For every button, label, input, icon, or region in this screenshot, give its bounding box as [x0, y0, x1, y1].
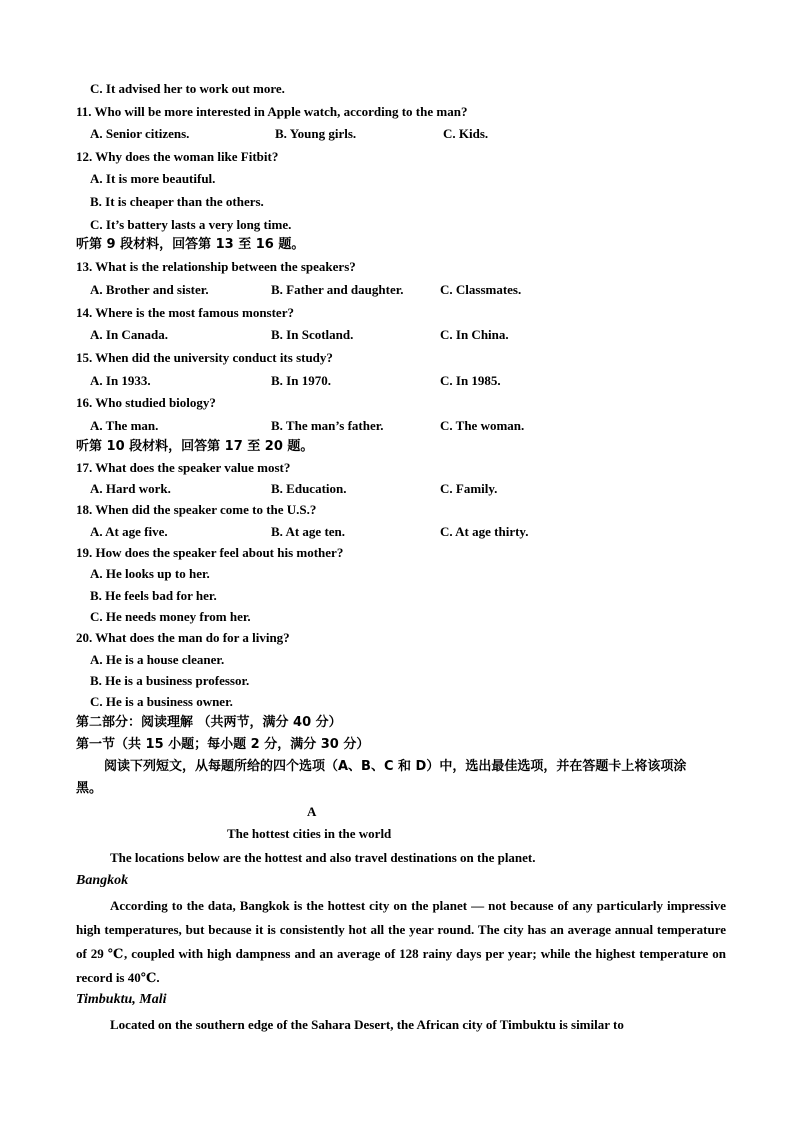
q16-option-c: C. The woman. — [440, 418, 525, 433]
q17-option-a: A. Hard work. — [90, 481, 171, 496]
q17-question: 17. What does the speaker value most? — [76, 460, 291, 475]
reading-part-title: 第二部分：阅读理解 （共两节，满分 40 分） — [76, 715, 342, 730]
q15-option-a: A. In 1933. — [90, 373, 151, 388]
q12-option-a: A. It is more beautiful. — [90, 171, 216, 186]
q12-option-c: C. It’s battery lasts a very long time. — [90, 217, 292, 232]
q17-option-b: B. Education. — [271, 481, 347, 496]
q18-question: 18. When did the speaker come to the U.S.? — [76, 502, 317, 517]
q19-question: 19. How does the speaker feel about his mother? — [76, 545, 344, 560]
q13-option-a: A. Brother and sister. — [90, 282, 209, 297]
q12-question: 12. Why does the woman like Fitbit? — [76, 149, 279, 164]
q11-option-a: A. Senior citizens. — [90, 126, 190, 141]
q20-option-a: A. He is a house cleaner. — [90, 652, 225, 667]
q13-option-c: C. Classmates. — [440, 282, 522, 297]
q16-question: 16. Who studied biology? — [76, 395, 216, 410]
q14-question: 14. Where is the most famous monster? — [76, 305, 294, 320]
reading-instruction-line1: 阅读下列短文，从每题所给的四个选项（A、B、C 和 D）中，选出最佳选项，并在答题卡上将该项涂 — [104, 759, 687, 774]
q14-option-c: C. In China. — [440, 327, 509, 342]
q17-option-c: C. Family. — [440, 481, 498, 496]
q20-question: 20. What does the man do for a living? — [76, 630, 290, 645]
reading-instruction-line2: 黑。 — [76, 781, 103, 796]
q16-option-a: A. The man. — [90, 418, 159, 433]
q15-option-b: B. In 1970. — [271, 373, 331, 388]
q14-option-a: A. In Canada. — [90, 327, 169, 342]
q11-option-c: C. Kids. — [443, 126, 489, 141]
q18-option-b: B. At age ten. — [271, 524, 346, 539]
q18-option-a: A. At age five. — [90, 524, 168, 539]
section-10-heading: 听第 10 段材料，回答第 17 至 20 题。 — [76, 439, 314, 454]
q16-option-b: B. The man’s father. — [271, 418, 384, 433]
city-heading-bangkok: Bangkok — [76, 873, 129, 888]
q15-question: 15. When did the university conduct its study? — [76, 350, 333, 365]
q15-option-c: C. In 1985. — [440, 373, 501, 388]
q19-option-c: C. He needs money from her. — [90, 609, 251, 624]
q20-option-b: B. He is a business professor. — [90, 673, 250, 688]
passage-title: The hottest cities in the world — [227, 826, 392, 841]
passage-letter: A — [307, 804, 317, 819]
reading-section-title: 第一节（共 15 小题；每小题 2 分，满分 30 分） — [76, 737, 370, 752]
q19-option-a: A. He looks up to her. — [90, 566, 210, 581]
q19-option-b: B. He feels bad for her. — [90, 588, 217, 603]
section-9-heading: 听第 9 段材料，回答第 13 至 16 题。 — [76, 237, 305, 252]
passage-intro: The locations below are the hottest and also travel destinations on the planet. — [110, 850, 536, 865]
timbuktu-paragraph: Located on the southern edge of the Sahara Desert, the African city of Timbuktu is similar to — [110, 1017, 624, 1032]
q10-option-c: C. It advised her to work out more. — [90, 81, 285, 96]
q11-option-b: B. Young girls. — [275, 126, 357, 141]
q13-option-b: B. Father and daughter. — [271, 282, 404, 297]
q13-question: 13. What is the relationship between the speakers? — [76, 259, 356, 274]
q11-question: 11. Who will be more interested in Apple watch, according to the man? — [76, 104, 468, 119]
q20-option-c: C. He is a business owner. — [90, 694, 233, 709]
q12-option-b: B. It is cheaper than the others. — [90, 194, 264, 209]
city-heading-timbuktu: Timbuktu, Mali — [76, 992, 167, 1007]
q14-option-b: B. In Scotland. — [271, 327, 354, 342]
bangkok-paragraph: According to the data, Bangkok is the hottest city on the planet — not because of any particularly impressive high temperatures, but because it is consistently hot all the year round. The city has an average annual temperature of 29 ℃, coupled with high dampness and an average of 128 rainy days per year; while the highest temperature on record is 40℃. — [76, 898, 726, 985]
q18-option-c: C. At age thirty. — [440, 524, 529, 539]
